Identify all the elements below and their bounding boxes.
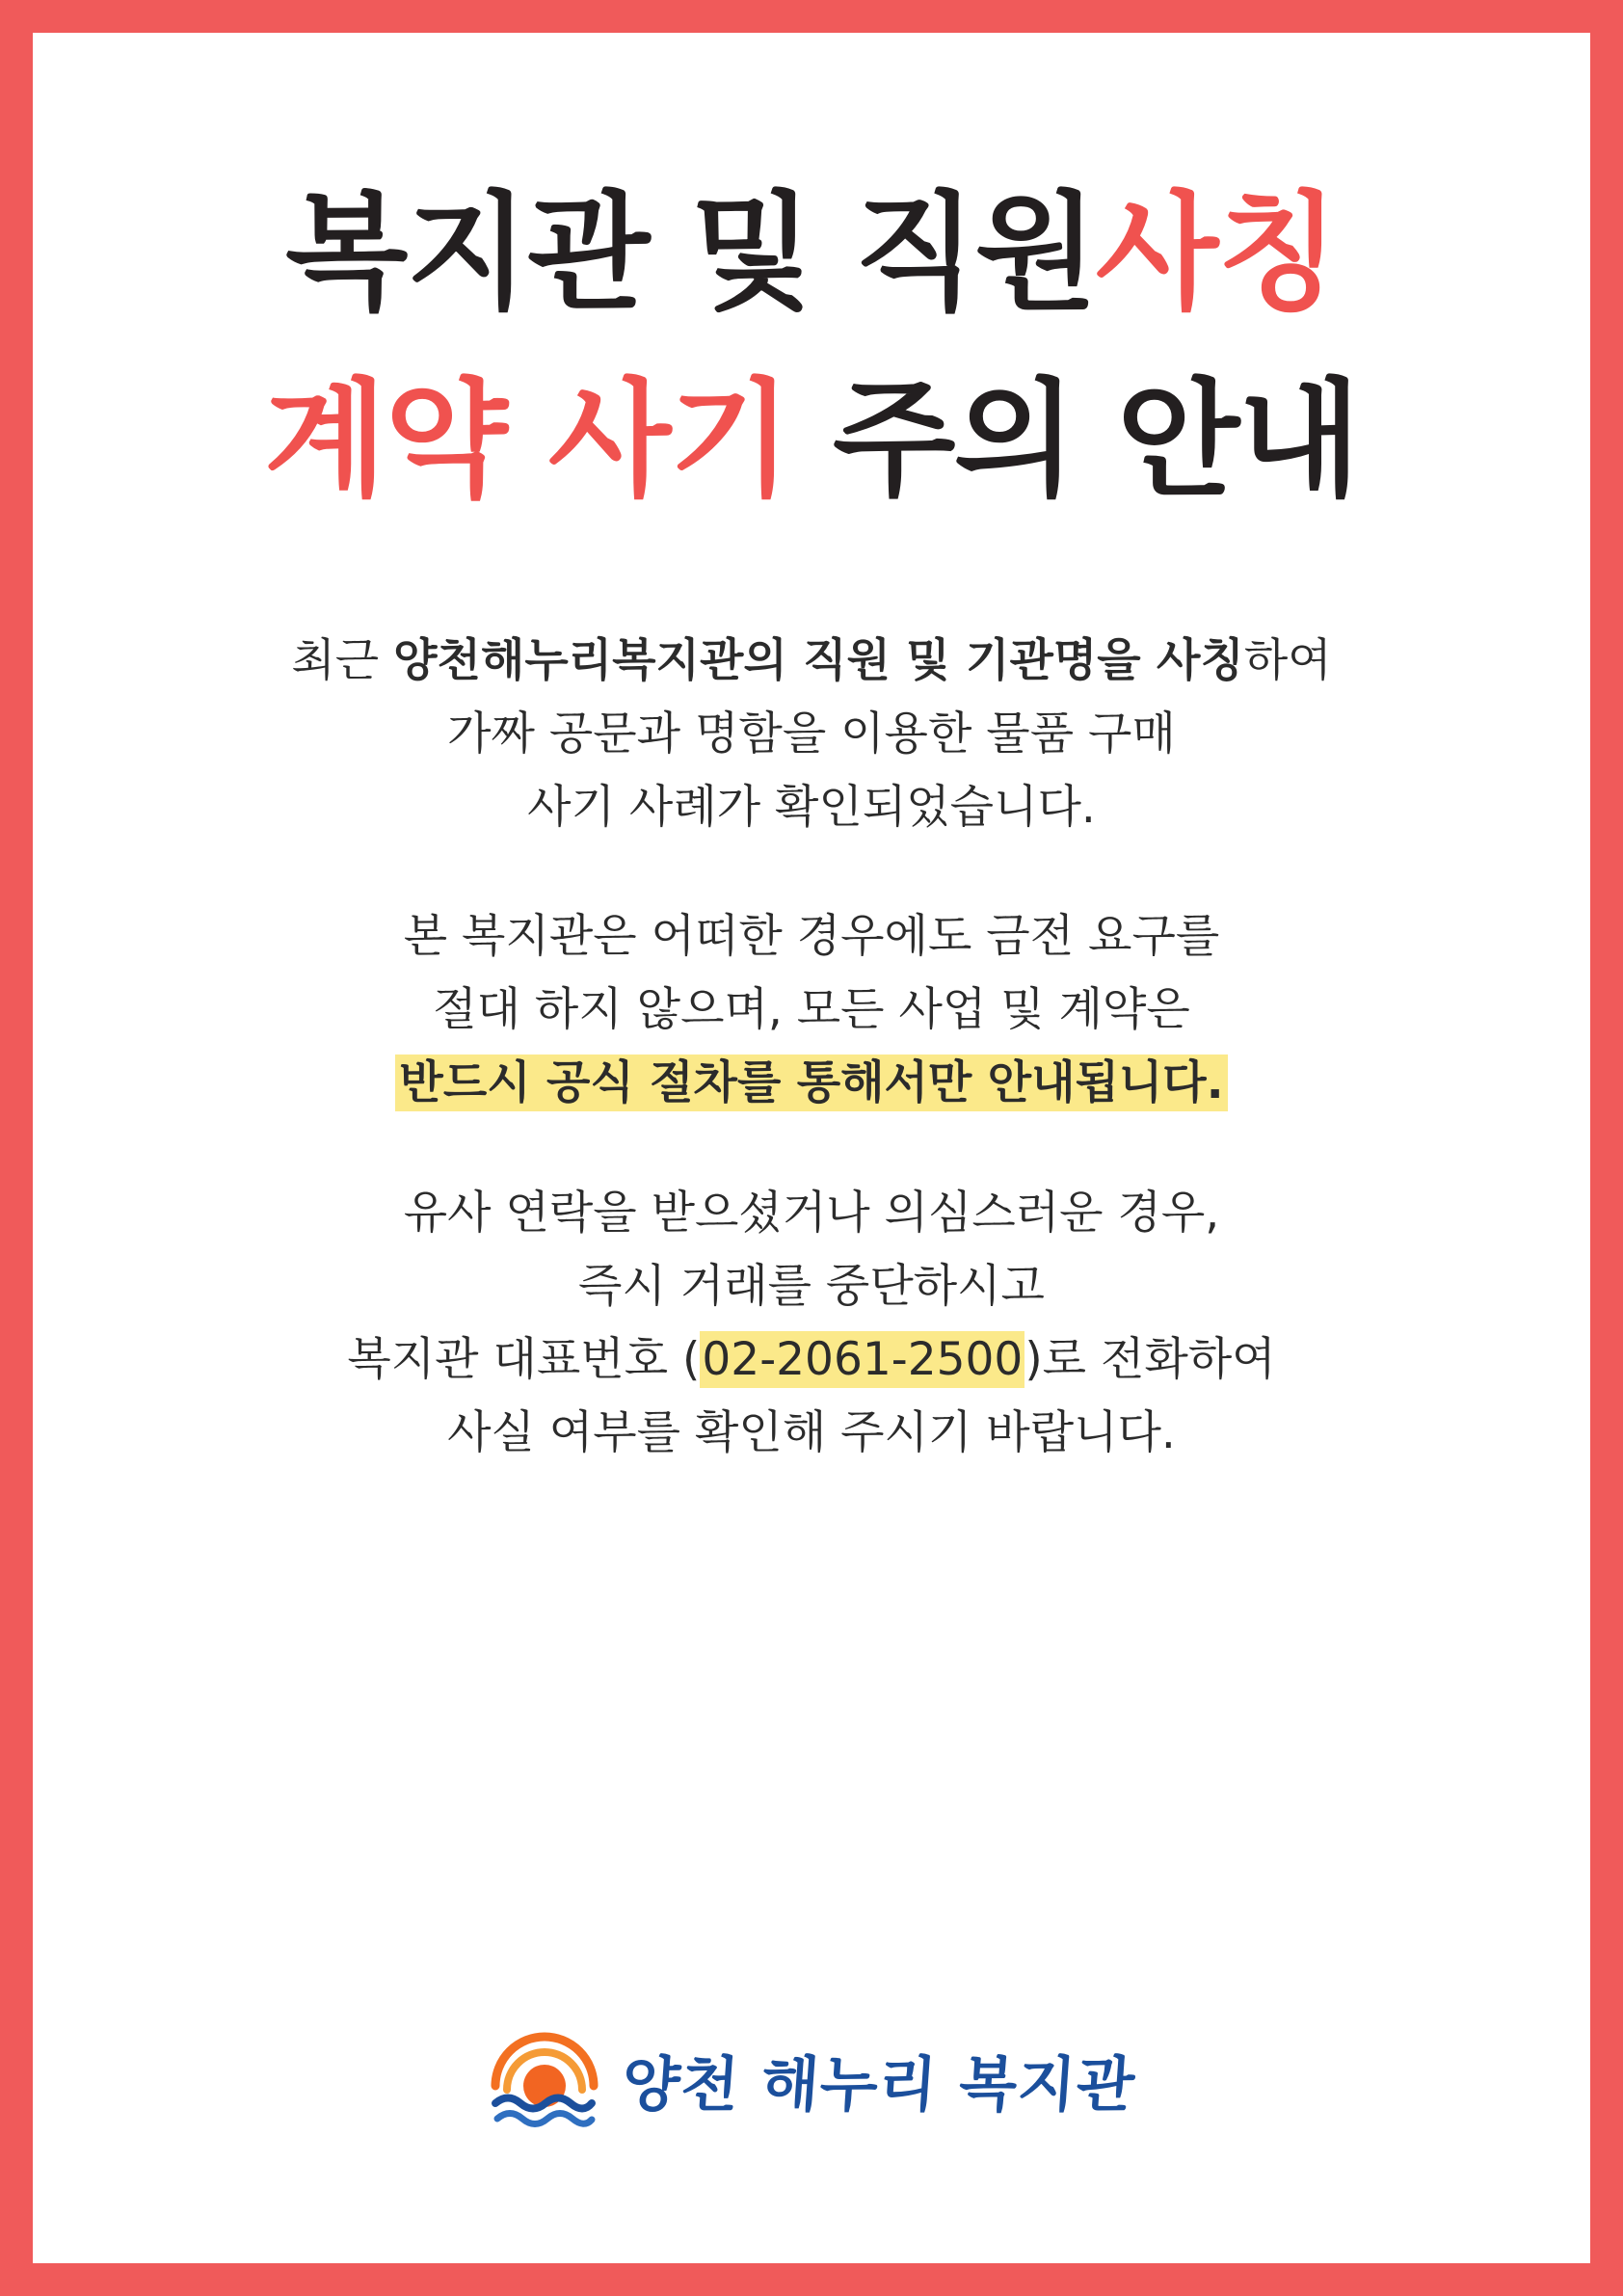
organization-logo [33, 2022, 1590, 2136]
p3-line2: 즉시 거래를 중단하시고 [578, 1259, 1045, 1313]
p1-line1-post: 하여 [1243, 633, 1332, 687]
p3-line3-post: )로 전화하여 [1024, 1332, 1276, 1386]
paragraph-2 [33, 900, 1590, 1120]
title-line-1 [33, 179, 1590, 328]
title-line-1-accent: 사칭 [1095, 179, 1338, 328]
p1-line1-pre: 최근 [291, 633, 394, 687]
paragraph-1 [33, 625, 1590, 844]
poster-body [33, 33, 1590, 2263]
sunrise-waves-icon [488, 2022, 601, 2136]
title-line-2 [33, 365, 1590, 515]
p1-line3: 사기 사례가 확인되었습니다. [527, 781, 1096, 835]
title-line-2-plain: 주의 안내 [790, 365, 1359, 515]
p2-line3-highlight: 반드시 공식 절차를 통해서만 안내됩니다. [395, 1055, 1227, 1111]
page-title [33, 179, 1590, 515]
p2-line1: 본 복지관은 어떠한 경우에도 금전 요구를 [403, 910, 1220, 964]
paragraph-3 [33, 1177, 1590, 1471]
poster-body-text [33, 625, 1590, 1470]
title-line-2-accent: 계약 사기 [264, 365, 791, 515]
p1-line2: 가짜 공문과 명함을 이용한 물품 구매 [447, 707, 1176, 761]
logo-wordmark: 양천 해누리 복지관 [619, 2048, 1138, 2120]
p3-line1: 유사 연락을 받으셨거나 의심스러운 경우, [403, 1186, 1220, 1240]
p2-line2: 절대 하지 않으며, 모든 사업 및 계약은 [433, 983, 1190, 1037]
title-line-1-plain: 복지관 및 직원 [284, 179, 1096, 328]
p3-line4: 사실 여부를 확인해 주시기 바랍니다. [447, 1405, 1176, 1459]
p1-line1-strong: 양천해누리복지관의 직원 및 기관명을 사칭 [393, 633, 1244, 687]
p3-line3-pre: 복지관 대표번호 ( [347, 1332, 701, 1386]
contact-phone-number: 02-2061-2500 [702, 1332, 1024, 1386]
